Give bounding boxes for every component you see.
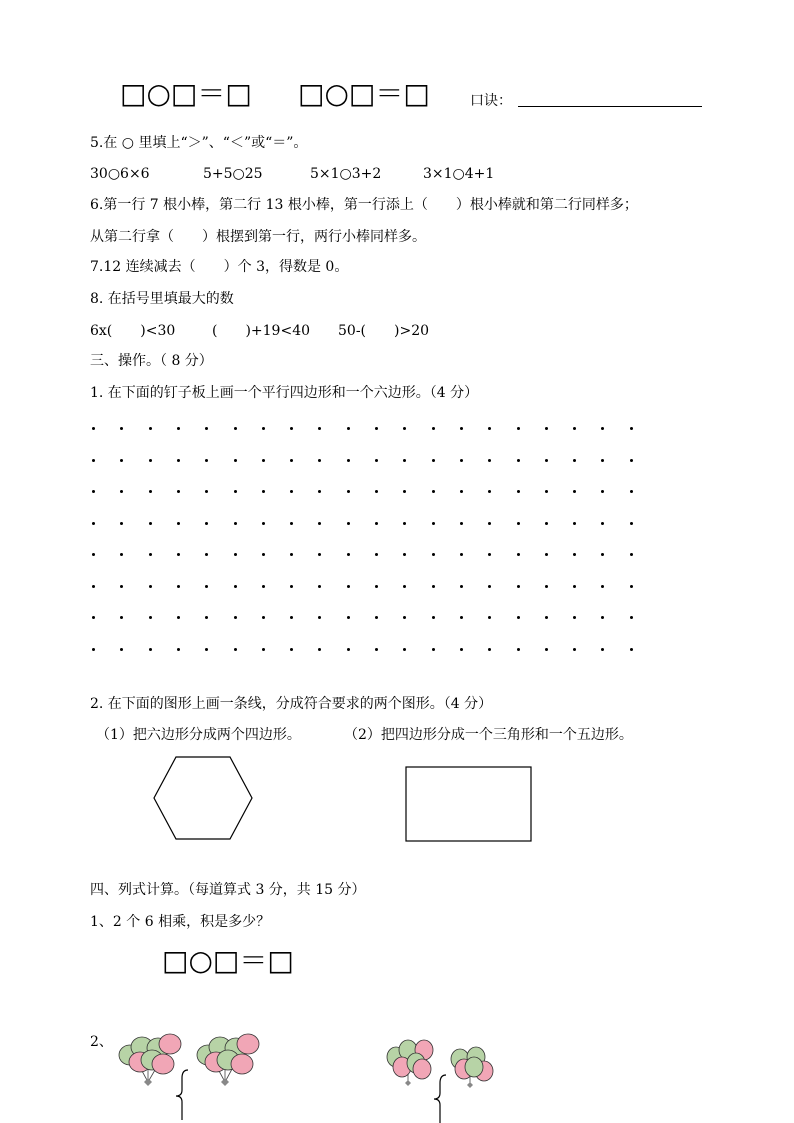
peg-dot[interactable] <box>573 459 576 462</box>
section-3-q2-part2: （2）把四边形分成一个三角形和一个五边形。 <box>344 727 633 743</box>
peg-dot[interactable] <box>573 553 576 556</box>
peg-dot[interactable] <box>375 490 378 493</box>
section-4-q1-equation[interactable]: □○□＝□ <box>162 944 294 977</box>
peg-dot[interactable] <box>234 427 237 430</box>
peg-dot[interactable] <box>375 427 378 430</box>
peg-dot[interactable] <box>318 553 321 556</box>
peg-dot[interactable] <box>488 459 491 462</box>
peg-dot[interactable] <box>92 553 95 556</box>
peg-dot[interactable] <box>347 553 350 556</box>
peg-dot[interactable] <box>262 585 265 588</box>
peg-dot[interactable] <box>630 616 633 619</box>
peg-dot[interactable] <box>432 427 435 430</box>
peg-dot[interactable] <box>545 585 548 588</box>
peg-dot[interactable] <box>205 522 208 525</box>
peg-dot[interactable] <box>149 553 152 556</box>
peg-dot[interactable] <box>234 459 237 462</box>
peg-dot[interactable] <box>177 427 180 430</box>
peg-dot[interactable] <box>630 427 633 430</box>
peg-dot[interactable] <box>517 522 520 525</box>
peg-dot[interactable] <box>205 553 208 556</box>
section-3-title: 三、操作。（ 8 分） <box>90 353 213 369</box>
peg-dot[interactable] <box>318 648 321 651</box>
peg-dot[interactable] <box>290 648 293 651</box>
peg-dot[interactable] <box>234 490 237 493</box>
peg-dot[interactable] <box>432 553 435 556</box>
peg-dot[interactable] <box>545 522 548 525</box>
peg-dot[interactable] <box>262 522 265 525</box>
peg-dot[interactable] <box>545 459 548 462</box>
peg-dot[interactable] <box>460 490 463 493</box>
peg-dot[interactable] <box>630 585 633 588</box>
brace-right <box>434 1075 446 1123</box>
peg-dot[interactable] <box>375 648 378 651</box>
peg-dot[interactable] <box>205 427 208 430</box>
peg-dot[interactable] <box>205 585 208 588</box>
peg-dot[interactable] <box>403 648 406 651</box>
peg-dot[interactable] <box>92 585 95 588</box>
section-3-q2-part1: （1）把六边形分成两个四边形。 <box>96 727 301 743</box>
peg-dot[interactable] <box>262 427 265 430</box>
peg-dot[interactable] <box>149 522 152 525</box>
peg-dot[interactable] <box>432 585 435 588</box>
peg-dot[interactable] <box>573 616 576 619</box>
peg-dot[interactable] <box>262 459 265 462</box>
balloon-group-left <box>110 1030 270 1123</box>
peg-dot[interactable] <box>177 616 180 619</box>
section-4-title: 四、列式计算。（每道算式 3 分，共 15 分） <box>90 882 366 898</box>
peg-dot[interactable] <box>403 459 406 462</box>
peg-dot[interactable] <box>205 648 208 651</box>
peg-dot[interactable] <box>432 459 435 462</box>
peg-dot[interactable] <box>120 427 123 430</box>
peg-dot[interactable] <box>149 616 152 619</box>
peg-dot[interactable] <box>290 616 293 619</box>
peg-dot[interactable] <box>120 616 123 619</box>
peg-dot[interactable] <box>403 427 406 430</box>
q8-item-2[interactable]: ( )+19<40 <box>212 323 311 339</box>
peg-dot[interactable] <box>92 522 95 525</box>
peg-dot[interactable] <box>318 522 321 525</box>
peg-dot[interactable] <box>318 427 321 430</box>
peg-dot[interactable] <box>630 648 633 651</box>
peg-dot[interactable] <box>347 585 350 588</box>
peg-dot[interactable] <box>460 585 463 588</box>
balloon-group-right <box>380 1035 510 1123</box>
peg-dot[interactable] <box>460 522 463 525</box>
peg-dot[interactable] <box>517 427 520 430</box>
peg-dot[interactable] <box>120 490 123 493</box>
peg-dot[interactable] <box>92 459 95 462</box>
peg-dot[interactable] <box>234 553 237 556</box>
peg-dot[interactable] <box>375 553 378 556</box>
peg-dot[interactable] <box>545 648 548 651</box>
balloon-bunch-4 <box>451 1047 493 1088</box>
peg-dot[interactable] <box>488 585 491 588</box>
peg-dot[interactable] <box>177 522 180 525</box>
peg-dot[interactable] <box>601 648 604 651</box>
balloon-bunch-2 <box>197 1034 259 1086</box>
peg-dot[interactable] <box>403 522 406 525</box>
peg-dot[interactable] <box>375 585 378 588</box>
peg-dot[interactable] <box>601 585 604 588</box>
peg-dot[interactable] <box>573 427 576 430</box>
peg-dot[interactable] <box>318 585 321 588</box>
brace-left <box>176 1070 188 1120</box>
peg-dot[interactable] <box>403 490 406 493</box>
peg-dot[interactable] <box>488 616 491 619</box>
peg-dot[interactable] <box>177 490 180 493</box>
q5-item-2[interactable]: 5+5○25 <box>203 166 263 182</box>
peg-dot[interactable] <box>517 616 520 619</box>
q5-item-3[interactable]: 5×1○3+2 <box>310 166 382 182</box>
peg-dot[interactable] <box>347 648 350 651</box>
section-3-q2: 2. 在下面的图形上画一条线，分成符合要求的两个图形。（4 分） <box>90 696 493 712</box>
peg-dot[interactable] <box>601 553 604 556</box>
peg-dot[interactable] <box>205 459 208 462</box>
peg-dot[interactable] <box>601 616 604 619</box>
peg-dot[interactable] <box>290 459 293 462</box>
q8-item-1[interactable]: 6x( )<30 <box>90 323 176 339</box>
peg-dot[interactable] <box>630 553 633 556</box>
peg-dot[interactable] <box>149 427 152 430</box>
peg-dot[interactable] <box>432 648 435 651</box>
peg-dot[interactable] <box>149 459 152 462</box>
peg-dot[interactable] <box>545 490 548 493</box>
peg-dot[interactable] <box>403 553 406 556</box>
peg-dot[interactable] <box>347 616 350 619</box>
section-4-q2-label: 2、 <box>90 1034 113 1050</box>
peg-dot[interactable] <box>432 616 435 619</box>
peg-dot[interactable] <box>120 522 123 525</box>
peg-dot[interactable] <box>177 648 180 651</box>
q5-item-4[interactable]: 3×1○4+1 <box>423 166 495 182</box>
peg-dot[interactable] <box>347 459 350 462</box>
peg-dot[interactable] <box>120 585 123 588</box>
peg-dot[interactable] <box>262 490 265 493</box>
peg-dot[interactable] <box>488 648 491 651</box>
koujue-answer-line[interactable] <box>518 106 702 107</box>
q7-text: 7.12 连续减去（ ）个 3，得数是 0。 <box>90 259 349 275</box>
peg-dot[interactable] <box>460 553 463 556</box>
peg-dot[interactable] <box>290 427 293 430</box>
peg-dot[interactable] <box>573 585 576 588</box>
peg-dot[interactable] <box>601 490 604 493</box>
peg-dot[interactable] <box>545 553 548 556</box>
peg-dot[interactable] <box>375 616 378 619</box>
peg-dot[interactable] <box>290 585 293 588</box>
peg-dot[interactable] <box>403 585 406 588</box>
balloon-bunch-3 <box>387 1040 433 1086</box>
peg-dot[interactable] <box>460 459 463 462</box>
peg-dot[interactable] <box>460 616 463 619</box>
peg-dot[interactable] <box>234 616 237 619</box>
peg-dot[interactable] <box>573 522 576 525</box>
peg-dot[interactable] <box>517 648 520 651</box>
peg-dot[interactable] <box>460 648 463 651</box>
peg-dot[interactable] <box>149 648 152 651</box>
peg-dot[interactable] <box>517 553 520 556</box>
peg-dot[interactable] <box>262 616 265 619</box>
peg-dot[interactable] <box>290 522 293 525</box>
peg-dot[interactable] <box>347 490 350 493</box>
peg-dot[interactable] <box>545 616 548 619</box>
peg-dot[interactable] <box>318 459 321 462</box>
equation-box-1[interactable]: □○□＝□ <box>120 77 252 110</box>
peg-dot[interactable] <box>488 427 491 430</box>
peg-dot[interactable] <box>149 585 152 588</box>
peg-dot[interactable] <box>432 490 435 493</box>
peg-dot[interactable] <box>347 427 350 430</box>
peg-dot[interactable] <box>177 553 180 556</box>
hexagon-shape[interactable] <box>150 755 256 843</box>
peg-dot[interactable] <box>545 427 548 430</box>
peg-dot[interactable] <box>403 616 406 619</box>
peg-dot[interactable] <box>488 522 491 525</box>
peg-dot[interactable] <box>630 522 633 525</box>
peg-dot[interactable] <box>120 648 123 651</box>
peg-dot[interactable] <box>601 427 604 430</box>
peg-dot[interactable] <box>92 490 95 493</box>
peg-dot[interactable] <box>290 490 293 493</box>
q6-line-2: 从第二行拿（ ）根摆到第一行，两行小棒同样多。 <box>90 229 426 245</box>
peg-dot[interactable] <box>234 522 237 525</box>
quadrilateral-shape[interactable] <box>404 765 534 843</box>
peg-dot[interactable] <box>488 490 491 493</box>
section-3-q1: 1. 在下面的钉子板上画一个平行四边形和一个六边形。（4 分） <box>90 385 479 401</box>
q6-line-1: 6.第一行 7 根小棒，第二行 13 根小棒，第一行添上（ ）根小棒就和第二行同样多； <box>90 197 638 213</box>
peg-dot[interactable] <box>92 648 95 651</box>
section-4-q1: 1、2 个 6 相乘，积是多少？ <box>90 914 271 930</box>
peg-dot[interactable] <box>177 585 180 588</box>
peg-dot[interactable] <box>262 648 265 651</box>
peg-dot[interactable] <box>262 553 265 556</box>
q8-item-3[interactable]: 50-( )>20 <box>338 323 430 339</box>
peg-dot[interactable] <box>234 648 237 651</box>
peg-dot[interactable] <box>177 459 180 462</box>
peg-dot[interactable] <box>488 553 491 556</box>
equation-box-2[interactable]: □○□＝□ <box>298 77 430 110</box>
peg-dot[interactable] <box>234 585 237 588</box>
peg-dot[interactable] <box>375 522 378 525</box>
peg-dot[interactable] <box>630 459 633 462</box>
q5-title: 5.在 ○ 里填上“＞”、“＜”或“＝”。 <box>90 135 308 151</box>
peg-dot[interactable] <box>517 459 520 462</box>
peg-dot[interactable] <box>517 490 520 493</box>
peg-dot[interactable] <box>460 427 463 430</box>
peg-dot[interactable] <box>92 616 95 619</box>
peg-dot[interactable] <box>120 553 123 556</box>
peg-dot[interactable] <box>205 616 208 619</box>
peg-dot[interactable] <box>573 490 576 493</box>
peg-dot[interactable] <box>573 648 576 651</box>
peg-dot[interactable] <box>318 490 321 493</box>
q8-title: 8. 在括号里填最大的数 <box>90 291 234 307</box>
peg-dot[interactable] <box>290 553 293 556</box>
peg-dot[interactable] <box>205 490 208 493</box>
peg-dot[interactable] <box>630 490 633 493</box>
peg-dot[interactable] <box>601 522 604 525</box>
balloon-bunch-1 <box>119 1034 181 1086</box>
peg-dot[interactable] <box>517 585 520 588</box>
peg-dot[interactable] <box>92 427 95 430</box>
peg-dot[interactable] <box>120 459 123 462</box>
q5-item-1[interactable]: 30○6×6 <box>90 166 150 182</box>
peg-dot[interactable] <box>318 616 321 619</box>
peg-dot[interactable] <box>149 490 152 493</box>
peg-dot[interactable] <box>432 522 435 525</box>
peg-dot[interactable] <box>601 459 604 462</box>
koujue-label: 口诀： <box>470 93 512 109</box>
peg-dot[interactable] <box>375 459 378 462</box>
peg-dot[interactable] <box>347 522 350 525</box>
